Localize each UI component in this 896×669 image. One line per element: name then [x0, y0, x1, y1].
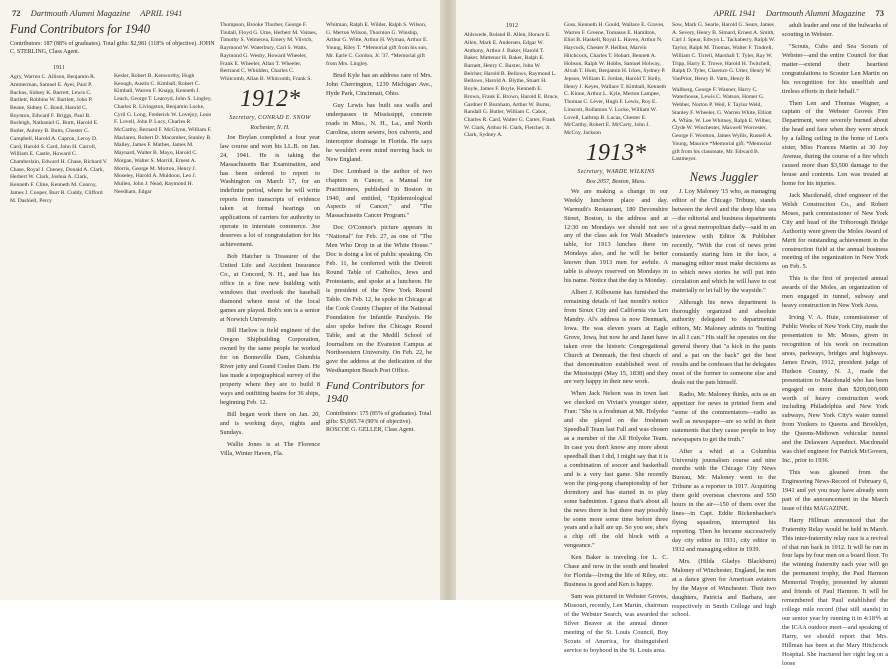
class-1912-p3: Bill Harlow is field engineer of the Oregon Shipbuilding Corporation, owned by the same people he worked for on Bonneville Dam, Columbia River jetty and Grand Coulee Dam. He has made a topographical survey of the property where they are to build 8 ways and outfitting basins for 36 ships, beginning Feb. 12. — [220, 327, 320, 406]
class-1912-p6: Brud Kyle has an address care of Mrs. John Cherrington, 1239 Michigan Ave., Hyde Park, Cincinnati, Ohio. — [326, 72, 432, 98]
fund-1912-title: Fund Contributors for 1940 — [326, 380, 425, 405]
fund-1911-title: Fund Contributors for 1940 — [10, 22, 150, 36]
fund-1911-names-2: Kesler, Robert B. Kenworthy, Hugh Keough, Austin C. Kimball, Robert C. Kimball, Warren F. Knapp, Kenneth J. Leach, George T. Learoyd, John S. Lingley, Charles R. Livingston, Benjamin Locke, Cyril G. Long, Frederick W. Lovejoy, Leon F. Lovell, John P. Lucy, Charles R. McCarthy, Bernard F. McGlynn, William F. Maclaren, Robert D. Macomber, Stanley B. Malley, James F. Mathes, James M. Maynard, Walter B. Mayo, Harold C. Morgan, Walter S. Morrill, Ernest A. Morris, George M. Morton, Henry J. Moseley, Harold A. Muldoon, Leo J. Mullen, John J. Nead, Raymond H. Needham, Edgar — [114, 73, 212, 195]
fund-1913-names-1: Sow, Mark G. Searle, Harold G. Sears, James A. Severy, Henry B. Simard, Ernest A. Smith, Carl J. Spear, Edwyn L. Tackaberry, Ralph W. Taylor, Ralph M. Thomas, Walter F. Tindrell, William C. Tirrell, Marshall T. Tyler, Ray W. Tripp, Harry E. Trowe, Harold H. Twitchell, Ralph D. Tyler, Clarence G. Utter, Henry W. VanPrior, Henry B. Vatts, Henry R. — [672, 22, 775, 83]
class-1913-p3: When Jack Nelson was in town last we checked on Vivian's younger sister, Fran: "She is a freshman at Mt. Holyoke and she played on the freshman Speedball Team last Fall and was chosen as a member of the All Holyoke Team. In case you don't know any more about speedball than I did, I might say that it is a combination of soccer and basketball and is a very fast game. She recently won the ping-pong championship of her dormitory and has started in to play some badminton. I guess that's about all the news there is but there may possibly be some more some time before three years and a half are up. So you see, she's a chip off the old block with a vengeance." — [564, 390, 668, 550]
fund-1911-col1 — [10, 64, 108, 594]
class-1913-address: Box 2057, Boston, Mass. — [586, 178, 646, 185]
fund-1911-year: 1911 — [53, 65, 65, 71]
news-juggler-p5: Mrs. (Hilda Gladys Blackburn) Maloney of Winchester, England, he met at a dance given for American aviators by the Mayor of Winchester. Their two daughters, Patricia and Barbara, are respectively in Smith College and high school. — [672, 557, 776, 619]
right-col3 — [672, 22, 776, 619]
fund-1912-names-2: Goss, Kenneth H. Gould, Wallace E. Graves, Warren F. Greene, Tomasus E. Hamilton, Eliot B. Haskell, Royal L. Haven, Arthur N. Haycock, Chester P. Heilbut, Marvin Hitchcock, Charles T. Hobart, Bennett A. Hobson, Ralph W. Hobbs, Samuel Holway, Alvah T. Hunt, Benjamin H. Ickes, Sydney P. Jepson, William E. Jordan, Harold T. Kelly, Henry J. Keyes, Wallace T. Kimball, Kenneth C. Kinne, Arthur L. Kyle, Merton Lampee, Thomas C. Lever, Hugh F. Lewis, Roy E. Linscott, Rollamon V. Locke, William W. Lovell, Lathrop B. Lucas, Chester E. McCarthy, Robert E. McCarty, John J. McCoy, Jackson — [564, 22, 667, 137]
class-1912-p5: Wallie Jones is at The Florence Villa, Winter Haven, Fla. — [220, 440, 320, 457]
left-page — [0, 0, 440, 600]
fund-1911-col2 — [114, 64, 212, 594]
left-running-head — [12, 8, 182, 18]
class-1912-p4: Bill began work there on Jan. 20, and is working days, nights and Sundays. — [220, 410, 320, 436]
class-1912-p7: Guy Lewis has built sea walls and underpasses in Mississippi, concrete roads in Miss., N. H., La., and North Carolina, storm sewers, box culverts, and interceptor drainage in Florida. He says he wouldn't even mind moving back to New England. — [326, 102, 432, 163]
right-col4-p5: This is the first of projected annual awards of the Moles, an organization of men engaged in tunnel, subway and heavy construction in New York Area. — [782, 275, 888, 310]
right-page — [456, 0, 896, 667]
fund-1913-names-2: Wallberg, George F. Wanner, Harry C. Waterhouse, Lewis C. Watson, Homer G. Webber, Norton P. Weil, F. Taylor Weld, Stanley F. Wheeler, G. Warren White, Elliott A. White, W. Lee Whitney, Ralph E. Wilber, Clyde W. Winchester, Maxwell Worcester, George F. Wootton, James Wyllis, Russell A. Young, Maurice *Memorial gift. *Memorial gift from his classmate, Mr. Edward B. Lastmeyer. — [672, 86, 773, 163]
fund-1911-names-3: Thompson, Brooke Thurber, George F. Tindall, Floyd G. Utne, Herbert M. Vaitses, Timothy S. Velmecea, Emery M. Vilvtch, Raymond W. Waterbury, Carl S. Watts, Raymond G. Wesby, Howard Wheeler, Frank E. Wheeler, Allan T. Wheeler, Bertrand C. Whidden, Charles C. Whitcomb, Allan B. Whitcomb, Frank S. — [220, 22, 318, 83]
right-page-number: 73 — [875, 8, 884, 18]
right-month: APRIL 1941 — [713, 8, 756, 18]
right-col4-p6: Irving V. A. Huie, commissioner of Public Works of New York City, made the presentation to Mr. Moses, given in recognition of his work on recreation areas, parkways, bridges and highways. James Erwin, 1912, president judge of Hudson County, N. J., made the presentation to Macdonald who has been engaged on more than $200,000,000 worth of heavy construction work including Philadelphia and New York subways, New York City's water tunnel from Yonkers to Queens and Brooklyn, the Queens-Midtown vehicular tunnel and the Delaware Aqueduct. Macdonald was chief engineer for Patrick McGovern, Inc., prior to 1936. — [782, 314, 888, 465]
fund-1911-names-4: Whitman, Ralph E. Wilder, Ralph S. Wilson, G. Merton Wilson, Thornton G. Winship, Arthur G. Witte, Arthur H. Wyman, Arthur E. Young, Riley T. *Memorial gift from his son, Mr. Earle C. Gordon, Jr. '37. *Memorial gift from Mrs. Lingley. — [326, 22, 428, 67]
class-1913-heading: 1913* — [586, 139, 646, 166]
page-gutter — [440, 0, 456, 600]
right-col4 — [782, 22, 888, 667]
fund-1912-names-1: Ahlswede, Roland B. Allen, Horace E. Allen, Mark E. Andersen, Edgar W. Anthony, Arthur J. Baker, Harold T. Baker, Mattenor H. Baker, Ralph E. Barnett, Henry C. Baxter, John W. Belcher, Harold B. Bellows, Raymond L. Bellows, Harold A. Blythe, Stuart H. Boyle, James F. Boyle, Kenneth E. Brown, Frank E. Brown, Harold E. Bruce, Gardner P. Burnham, Arthur W. Burns, Randall G. Butler, William C. Cabot, Charles R. Card, Walter G. Carter, Frank W. Clark, Arthur H. Clark, Fletcher, Jr. Clark, Sydney A. — [464, 32, 559, 139]
left-col3 — [220, 22, 320, 594]
class-1913-p4: Ken Baker is traveling for L. C. Chase and now in the south and headed for Florida—living the life of Riley, etc. Business is good and Ken is happy. — [564, 554, 668, 589]
news-juggler-p4: After a whirl at a Columbia University journalism course and nine months with the Chicago City News Bureau, Mr. Maloney went to the Tribune as a reporter in 1917. Acquiring there gold overseas chevrons and 550 hours in the air—150 of them over the lines—in Capt. Eddie Rickenbacker's flying squadron, interrupted his reporting. Then he became successively day city editor in 1931, city editor in 1932 and managing editor in 1939. — [672, 447, 776, 553]
right-magazine-title: Dartmouth Alumni Magazine — [765, 8, 866, 18]
class-1912-secretary: Secretary, CONRAD E. SNOW — [229, 114, 311, 121]
class-1913-secretary: Secretary, WARDE WILKINS — [577, 168, 655, 175]
class-1912-p9: Doc O'Connor's picture appears in "National" for Feb. 27, as one of "The Men Who Drop in at the White House." Doc is doing a lot of public speaking. On Feb. 11, he conferred with the Detroit Round Table of Catholics, Jews and Protestants, and spoke at a luncheon. He is president of the New York Round Table. On Feb. 12, he spoke in Chicago at the Cook County Chapter of the National Foundation for Infantile Paralysis. He also spoke before the Chicago Round Table, and at the Medill School of Journalism on the Evanston Campus at Northwestern University. On Feb. 22, he gave the address at the dedication of the Westhampton Beach Post Office. — [326, 224, 432, 375]
right-col1 — [464, 22, 560, 594]
class-1912-p8: Doc Lombard is the author of two chapters in Cancer, a Manual for Practitioners, published in Boston in 1940, and entitled, "Epidemiological Aspects of Cancer," and "The Massachusetts Cancer Program." — [326, 167, 432, 220]
class-1913-p5: Sam was pictured in Webster Groves, Missouri, recently, Len Martin, chairman of the Webster Search, was awarded the Silver Beaver at the annual dinner meeting of the St. Louis Council, Boy Scouts of America, for distinguished service to boyhood in the St. Louis area. — [564, 593, 668, 654]
left-magazine-title: Dartmouth Alumni Magazine — [30, 8, 131, 18]
class-1912-p1: Joe Boylan completed a four year law course and won his LL.B. on Jan. 24, 1941. He is taking the Massachusetts Bar Examination, and has been ordered to report to Washington on March 17, for an indefinite period, where he will write reports from transcripts of evidence taken at formal hearings on applications of carriers for authority to operate in interstate commerce. Joe deserves a lot of congratulation for his achievement. — [220, 133, 320, 248]
class-1912-address: Rochester, N. H. — [250, 124, 290, 131]
class-1913-p2: Albert J. Kilbourne has furnished the remaining details of last month's notice from Sioux City and California via Len Mandry. Al's address is now Denmark, Iowa. He was eleven years at Eagle Grove, Iowa, but now he and Janet have taken over the historic Congregational Church at Denmark, the first church of that denomination established west of the Mississippi (May 15, 1838) and they are very happy in their new work. — [564, 289, 668, 386]
right-col4-p1: adult leader and one of the bulwarks of scouting in Webster. — [782, 22, 888, 38]
fund-1911-header — [10, 22, 215, 62]
fund-1912-stats: Contributors: 175 (85% of graduates). Total gifts: $3,065.74 (90% of objective). ROSCOE G. GELLER, Class Agent. — [326, 410, 432, 433]
right-col4-p2: "Scouts, Cubs and Sea Scouts of Webster—and the entire Council for that matter—extend their heartiest congratulations to Scouter Len Martin on his recognition for his unselfish and tireless efforts in their behalf." — [782, 42, 888, 95]
left-col4 — [326, 22, 432, 594]
right-running-head — [714, 8, 884, 18]
news-juggler-p3: Radio, Mr. Maloney thinks, acts as an appetizer for news in printed form and "some of the commentators—radio as well as newspaper—are so wild in their statements that they cause people to buy newspapers to get the truth." — [672, 390, 776, 443]
right-col4-p8: Harry Hillman announced that the Fraternity Relay would be held in March. This inter-fraternity relay race is a revival of that run back in 1912. It will be run in four laps by four men on a board floor. To the winning fraternity each year will go the permanent trophy, the Paul Harmon Memorial Trophy, presented by alumni and friends of Paul Harmon. It will be remembered that Paul established the college mile record (that still stands) in our senior year by running it in 4:18⅘ at the ICAA outdoor meet—and speaking of Harry, we should report that Mrs. Hillman has been at the Mary Hitchcock Hospital. She fractured her right leg on a loose — [782, 516, 888, 667]
class-1913-p1: We are making a change in our Weekly luncheon place and day. Warmuth's Restaurant, 180 Devonshire Street, Boston, is the address and at 12:30 on Mondays we should not see any of the class ask for Walt Meader's table, for 1913 lunches there on Mondays also, and he will be better known than 1913 men for awhile. A table is always reserved on Mondays in his name. Notice that the day is Monday. — [564, 187, 668, 285]
right-col4-p3: Then Len and Thomas Wagner, a captain of the Webster Groves Fire Department, were severely burned about the head and face when they were struck by a falling ceiling in the home of Len's sister, Miss Frances Martin at 30 Joy Avenue, during the course of a fire which caused more than $3,500 damage to the house and contents. Len was treated at home for his injuries. — [782, 99, 888, 187]
left-month: APRIL 1941 — [140, 8, 183, 18]
fund-1911-names-1: Agry, Warren C. Allison, Benjamin R. Ammerman, Samuel E. Ayer, Paul P. Backus, Sidney K. Barrett, Lewis C. Bartlett, Robbins W. Bartlett, John P. Beane, Sidney C. Bond, Harold C. Boynton, Edward F. Briggs, Paul B. Burleigh, Nathaniel G. Burtt, Harold E. Butler, Aubrey B. Butts, Chester C. Campbell, Harold A. Capron, Leroy D. Card, Harold S. Card, John H. Carroll, William E. Castle, Howard C. Chamberlain, Edward H. Chase, Richard V. Chase, Royal J. Cheney, Donald A. Clark, Herbert W. Clark, Joshua A. Clark, Kenneth F. Cline, Kenneth M. Conroy, James J. Cooper, Burr R. Cuddy, Clifford M. Dashiell, Percy — [10, 74, 108, 204]
class-1912-p2: Bob Hatcher is Treasurer of the United Life and Accident Insurance Co., at Concord, N. H., and has his office in a fine new building with windows that overlook the baseball diamond where most of the local games are played. Bob's son is a senior at Norwich University. — [220, 252, 320, 323]
right-col4-p7: This was gleaned from the Engineering News-Record of February 6, 1941 and yet you may have already seen part of the announcement in the March issue of this MAGAZINE. — [782, 469, 888, 512]
fund-1911-stats: Contributors: 187 (88% of graduates). Total gifts: $2,981 (118% of objective). JOHN C. STERLING, Class Agent. — [10, 41, 215, 56]
news-juggler-title: News Juggler — [689, 169, 759, 184]
left-page-number: 72 — [12, 8, 21, 18]
class-1912-heading: 1912* — [240, 85, 300, 112]
news-juggler-p2: Although his news department is thoroughly organized and absolute authority delegated to departmental editors, Mr. Maloney admits to "butting in all I can." His staff he operates on the general theory that "a kick in the pants and a pat on the back" get the best results and he confesses that he delegates most of the former to someone else and deals out the pats himself. — [672, 298, 776, 386]
news-juggler-p1: J. Loy Maloney '15 who, as managing editor of the Chicago Tribune, stands between the devil and the deep blue sea—the editorial and business departments of a great metropolitan daily—said in an interview with Editor & Publisher recently, "With the cost of news print constantly staring him in the face, a managing editor must make decisions as to which news stories he will put into circulation and which he will have to cut materially or let fall by the wayside." — [672, 188, 776, 294]
right-col4-p4: Jack Macdonald, chief engineer of the Welsh Construction Co., and Robert Moses, park commissioner of New York City and head of the Triborough Bridge Authority were given the Moles Award of Merit for outstanding achievement in the construction field at the annual business meeting of the organization in New York on Feb. 5. — [782, 191, 888, 271]
right-col2 — [564, 22, 668, 654]
fund-1912-year: 1912 — [506, 23, 518, 29]
